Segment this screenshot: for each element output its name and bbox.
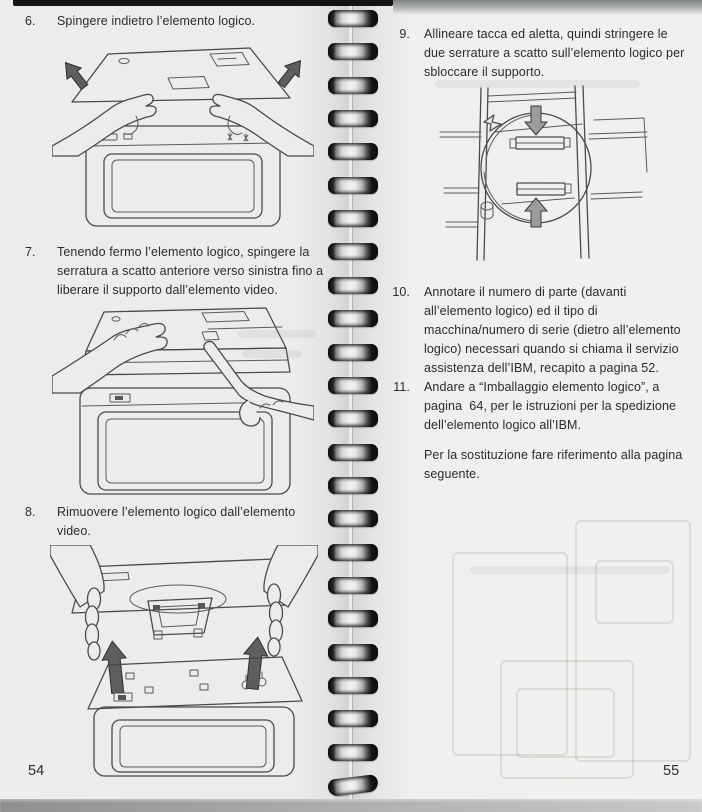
scan-edge-top-left: [13, 0, 393, 6]
left-hand-holding: [52, 323, 167, 393]
bleed-through-ghost: [595, 560, 674, 624]
item-number: 7.: [25, 245, 36, 259]
binding-ring: [328, 644, 378, 661]
item-number: 9.: [399, 27, 410, 41]
instruction-item-10: [383, 283, 681, 378]
up-arrow-right: [240, 636, 269, 690]
binding-ring: [328, 143, 378, 160]
up-arrow-left: [100, 640, 129, 694]
logic-element-top: [72, 48, 290, 102]
binding-ring: [328, 110, 378, 127]
binding-ring: [328, 10, 378, 27]
item-number: 11.: [393, 380, 410, 394]
replacement-note-paragraph: Per la sostituzione fare riferimento alla pagina seguente.: [424, 448, 683, 481]
binding-ring: [328, 43, 378, 60]
illustration-press-front-latch: [52, 298, 314, 496]
item-text: Annotare il numero di parte (davanti all’elemento logico) ed il tipo di macchina/numero di serie (dietro all’elemento logico) necessari quando si chiama il servizio assistenza dell’IBM, recapito a pagina 52.: [424, 285, 681, 375]
left-hand: [52, 94, 156, 156]
instruction-item-8: [25, 503, 295, 541]
left-hand-gripping: [50, 545, 104, 660]
item-number: 6.: [25, 14, 36, 28]
binding-ring: [328, 677, 378, 694]
bleed-through-ghost: [242, 350, 302, 358]
item-text: Spingere indietro l’elemento logico.: [57, 14, 256, 28]
instruction-item-7: [25, 243, 323, 300]
right-hand: [210, 94, 314, 156]
binding-ring: [328, 444, 378, 461]
binding-ring: [328, 510, 378, 527]
binding-ring: [328, 177, 378, 194]
video-element-monitor: [86, 126, 280, 226]
item-text: Rimuovere l’elemento logico dall’elemento video.: [57, 505, 296, 538]
instruction-item-6: [25, 12, 255, 31]
instruction-item-11: [383, 378, 676, 435]
bleed-through-ghost: [435, 80, 640, 88]
binding-ring: [328, 744, 378, 761]
frame-rails: [440, 86, 647, 260]
push-back-drawing: [52, 42, 314, 234]
binding-ring: [328, 610, 378, 627]
lift-off-drawing: [50, 545, 318, 778]
binding-ring: [328, 210, 378, 227]
bleed-through-ghost: [516, 688, 615, 758]
illustration-lift-logic-element: [50, 545, 318, 778]
binding-ring: [328, 344, 378, 361]
binding-ring: [328, 243, 378, 260]
illustration-latch-detail-magnified: [432, 80, 660, 266]
binding-ring: [328, 77, 378, 94]
scan-edge-bottom: [0, 799, 702, 812]
binding-ring: [328, 277, 378, 294]
down-arrow: [525, 106, 547, 135]
instruction-item-9: [383, 25, 684, 82]
item-number: 8.: [25, 505, 36, 519]
latch-detail-drawing: [432, 80, 660, 266]
right-hand-gripping: [264, 545, 318, 656]
binding-ring: [328, 710, 378, 727]
binding-ring: [328, 544, 378, 561]
binding-ring: [328, 377, 378, 394]
binding-ring: [328, 477, 378, 494]
item-text: Tenendo fermo l’elemento logico, spingere la serratura a scatto anteriore verso sinistra fino a liberare il supporto dall’elemento video.: [57, 245, 324, 297]
bleed-through-ghost: [238, 330, 316, 338]
binding-ring: [328, 310, 378, 327]
item-text: Andare a “Imballaggio elemento logico”, a pagina 64, per le istruzioni per la spedizione dell’elemento logico all’IBM.: [424, 380, 677, 432]
binding-ring: [328, 577, 378, 594]
logic-element-underside: [72, 559, 288, 639]
scan-edge-top-right: [393, 0, 702, 15]
direction-arrow-left: [58, 57, 91, 93]
page-number-right: 55: [663, 763, 680, 779]
illustration-push-logic-element-back: [52, 42, 314, 234]
item-text: Allineare tacca ed aletta, quindi stringere le due serrature a scatto sull’elemento logico per sbloccare il supporto.: [424, 27, 685, 79]
press-latch-drawing: [52, 298, 314, 496]
page-number-left: 54: [28, 763, 45, 779]
small-cylinder: [481, 202, 493, 219]
binding-ring: [328, 410, 378, 427]
item-number: 10.: [392, 285, 410, 299]
page-left: [0, 0, 349, 812]
